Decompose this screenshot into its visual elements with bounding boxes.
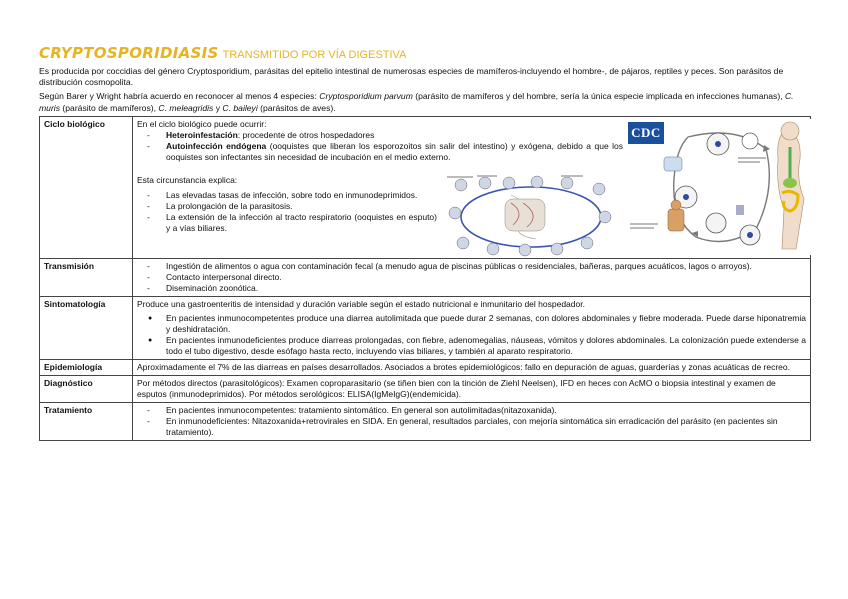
species-name: C. meleagridis [158, 102, 214, 113]
life-cycle-diagram-image [441, 173, 619, 257]
species-name: Cryptosporidium parvum [319, 91, 413, 102]
ciclo-lead: En el ciclo biológico puede ocurrir: [137, 118, 267, 129]
intro-text: (parásito de mamíferos), [60, 102, 159, 113]
term-text: : procedente de otros hospedadores [237, 129, 375, 140]
list-item: ● En pacientes inmunodeficientes produce diarreas prolongadas, con fiebre, adenomegalias, náuseas, vómitos y dolores abdominales. La colonización puede extenderse a todo el tubo digestivo, desde esófago hasta recto, incluyendo vías biliares, y también al aparato respiratorio. [137, 335, 806, 357]
list-item: - En inmunodeficientes: Nitazoxanida+retrovirales en SIDA. En general, resultados parciales, con mejoría sintomática sin erradicación del parásito (en pacientes sin tratamiento). [137, 416, 806, 438]
summary-table [39, 116, 811, 441]
document-page [39, 44, 811, 441]
intro-paragraph-1: Es producida por coccidias del género Cryptosporidium, parásitas del epitelio intestinal de numerosas especies de mamíferos-incluyendo el hombre-, de pájaros, reptiles y peces. Son parásitos de distribución cosmopolita. [39, 66, 784, 88]
row-transmision [40, 258, 811, 296]
species-name: C. baileyi [222, 102, 258, 113]
term-text: (ooquistes que liberan los esporozoitos sin salir del intestino) y exógena, debido a que los ooquistes son infectantes sin necesidad de incubación en el medio externo. [166, 140, 623, 162]
row-content: Por métodos directos (parasitológicos): Examen coproparasitario (se tiñen bien con la tinción de Ziehl Neelsen), IFD en heces con AcMO o biopsia intestinal y examen de esputos (inmunodeprimidos). Por métodos serológicos: ELISA(IgMeIgG)(endemicida). [133, 375, 811, 402]
list-item [137, 141, 623, 163]
row-label: Diagnóstico [40, 375, 133, 402]
species-name: C. muris [39, 91, 794, 113]
list-item: - Contacto interpersonal directo. [137, 272, 806, 283]
term-bold: Heteroinfestación [166, 129, 238, 140]
row-tratamiento [40, 402, 811, 440]
intro-text: y [213, 102, 223, 113]
ciclo-lead-2: Esta circunstancia explica: [137, 174, 238, 185]
row-label: Epidemiología [40, 359, 133, 375]
intro-section [39, 66, 811, 116]
sintomas-lead: Produce una gastroenteritis de intensidad y duración variable según el estado nutricional e inmunitario del hospedador. [137, 298, 585, 309]
list-item: - La extensión de la infección al tracto respiratorio (ooquistes en esputo) y a vías biliares. [137, 212, 437, 234]
row-ciclo-biologico [40, 116, 811, 258]
intro-text: (parásito de mamíferos y del hombre, sería la única especie implicada en infecciones humanas), [412, 91, 785, 102]
list-item [137, 130, 623, 141]
list-item: - Las elevadas tasas de infección, sobre todo en inmunodeprimidos. [137, 190, 437, 201]
intro-paragraph-2 [39, 91, 811, 113]
row-label: Ciclo biológico [40, 116, 133, 258]
intro-text: Según Barer y Wright habría acuerdo en reconocer al menos 4 especies: [39, 91, 320, 102]
row-sintomatologia [40, 296, 811, 359]
title-row [39, 44, 811, 66]
row-label: Sintomatología [40, 296, 133, 359]
page-subtitle: TRANSMITIDO POR VÍA DIGESTIVA [222, 49, 407, 61]
page-title: CRYPTOSPORIDIASIS [39, 44, 219, 62]
row-label: Tratamiento [40, 402, 133, 440]
row-epidemiologia [40, 359, 811, 375]
list-item: - La prolongación de la parasitosis. [137, 201, 437, 212]
row-content [133, 402, 811, 440]
row-diagnostico [40, 375, 811, 402]
list-item: - En pacientes inmunocompetentes: tratamiento sintomático. En general son autolimitadas(nitazoxanida). [137, 405, 806, 416]
row-label: Transmisión [40, 258, 133, 296]
list-item: - Diseminación zoonótica. [137, 283, 806, 294]
row-content [133, 258, 811, 296]
row-content [133, 296, 811, 359]
intro-text: (parásitos de aves). [257, 102, 336, 113]
row-content: Aproximadamente el 7% de las diarreas en países desarrollados. Asociados a brotes epidemiológicos: fallo en depuración de aguas, guarderías y zonas acuáticas de recreo. [133, 359, 811, 375]
list-item: - Ingestión de alimentos o agua con contaminación fecal (a menudo agua de piscinas públicas o residenciales, bañeras, parques acuáticos, lagos o arroyos). [137, 261, 806, 272]
row-content [133, 116, 811, 258]
cdc-logo: CDC [628, 122, 664, 144]
term-bold: Autoinfección endógena [166, 140, 267, 151]
list-item: ● En pacientes inmunocompetentes produce una diarrea autolimitada que puede durar 2 semanas, con dolores abdominales y fiebre moderada. Puede darse hiponatremia y deshidratación. [137, 313, 806, 335]
